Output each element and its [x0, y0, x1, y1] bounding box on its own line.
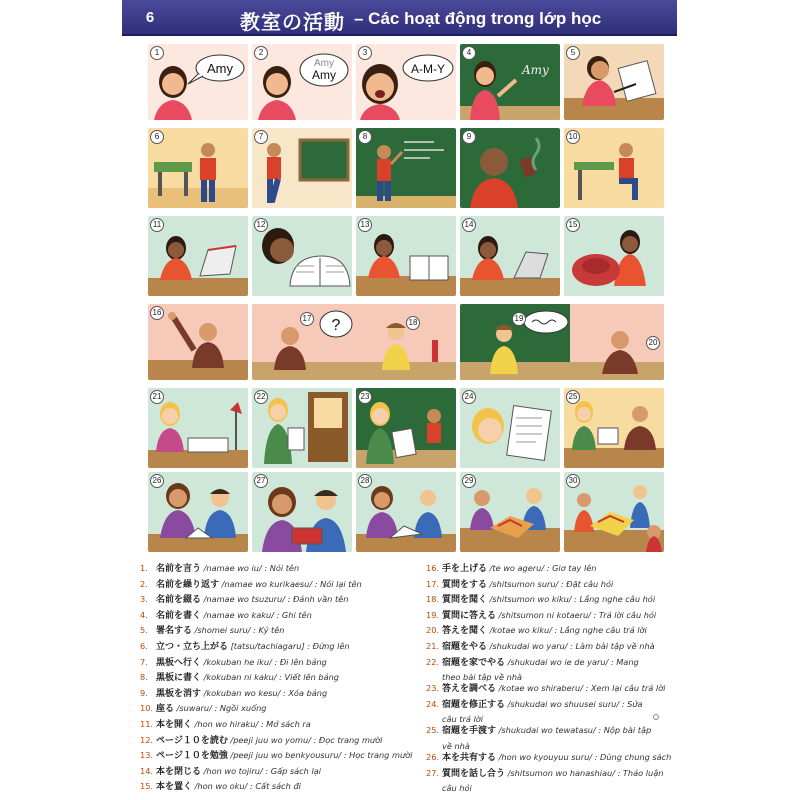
vocab-number: 23. — [426, 683, 440, 694]
panel-number: 9 — [462, 130, 476, 144]
bubble-text: A-M-Y — [411, 62, 445, 76]
vocab-translation: /hon wo tojiru/ : Gấp sách lại — [201, 765, 322, 776]
vocab-number: 22. — [426, 656, 440, 667]
vocab-item — [140, 766, 410, 778]
page-number: 6 — [145, 9, 155, 26]
vocab-number: 11. — [140, 719, 154, 729]
textbook-page — [122, 0, 677, 800]
vocab-translation: /namae wo kaku/ : Ghi tên — [201, 609, 312, 620]
vocab-number: 19. — [426, 609, 440, 620]
vocab-japanese: 質問をする — [442, 579, 488, 590]
panel-15-put-away-book — [564, 216, 664, 296]
vocab-japanese: 答えを聞く — [442, 626, 488, 637]
vocab-item — [426, 725, 677, 737]
vocab-translation-continued: về nhà — [442, 741, 470, 751]
panel-13-study-page — [356, 216, 456, 296]
vocab-item — [140, 688, 410, 700]
vocab-translation: /kokuban wo kesu/ : Xóa bảng — [201, 687, 328, 698]
vocab-number: 2. — [140, 578, 148, 589]
vocab-japanese: 名前を書く — [156, 610, 202, 621]
vocab-japanese: 質問に答える — [442, 610, 497, 621]
vocab-item — [426, 752, 677, 764]
svg-text:Amy: Amy — [312, 68, 336, 82]
panel-17-18-ask-listen — [252, 304, 456, 380]
vocab-japanese: 黒板を消す — [156, 688, 202, 699]
vocab-item — [140, 735, 410, 747]
panel-26-share-book — [148, 472, 248, 552]
vocab-translation: /kokuban ni kaku/ : Viết lên bảng — [201, 672, 339, 683]
vocab-translation: /shitsumon suru/ : Đặt câu hỏi — [487, 578, 614, 589]
vocab-number: 8. — [140, 672, 148, 683]
vocab-item — [426, 594, 677, 606]
vocab-item — [140, 781, 410, 793]
vocab-item — [140, 594, 410, 606]
vocab-translation-continued: theo bài tập về nhà — [442, 672, 523, 683]
panel-number: 17 — [300, 312, 314, 326]
panel-number: 12 — [254, 218, 268, 232]
vocab-item — [140, 579, 410, 591]
vocab-number: 9. — [140, 687, 148, 698]
panel-14-close-book — [460, 216, 560, 296]
vocab-number: 1. — [140, 563, 148, 573]
panel-number: 1 — [150, 46, 164, 60]
vocab-item — [140, 563, 410, 575]
panel-number: 5 — [566, 46, 580, 60]
vocab-item — [426, 683, 677, 695]
panel-number: 25 — [566, 390, 580, 404]
bubble-text: ? — [331, 317, 341, 334]
vocab-number: 5. — [140, 625, 148, 636]
vocab-translation: /shukudai wo yaru/ : Làm bài tập về nhà — [487, 641, 655, 651]
title-vietnamese: – Các hoạt động trong lớp học — [354, 9, 602, 28]
vocab-item — [140, 703, 410, 715]
vocab-translation-continued: câu trả lời — [442, 714, 484, 725]
vocab-item — [140, 719, 410, 731]
vocab-item — [426, 610, 677, 622]
vocab-number: 13. — [140, 750, 154, 761]
vocab-japanese: 本を開く — [156, 720, 193, 730]
vocab-number: 24. — [426, 698, 440, 709]
illustration-question-scene — [252, 304, 456, 380]
vocab-translation: /shitsumon ni kotaeru/ : Trả lời câu hỏi — [496, 609, 657, 620]
panel-21-do-homework — [148, 388, 248, 468]
panel-28-share-worksheet — [356, 472, 456, 552]
vocab-number: 20. — [426, 625, 440, 636]
vocab-number: 4. — [140, 609, 148, 620]
panel-16-raise-hand — [148, 304, 248, 380]
panel-9-erase-board — [460, 128, 560, 208]
vocab-item — [140, 610, 410, 622]
panel-7-go-to-board — [252, 128, 352, 208]
vocab-japanese: 宿題を修正する — [442, 699, 506, 710]
vocab-number: 26. — [426, 752, 440, 762]
panel-29-group-discussion — [460, 472, 560, 552]
board-text: Amy — [522, 63, 549, 77]
vocab-japanese: 黒板へ行く — [156, 657, 202, 668]
panel-4-write-name-board — [460, 44, 560, 120]
vocabulary-list — [140, 560, 670, 800]
vocab-japanese: 答えを調べる — [442, 684, 497, 695]
panel-12-read-page — [252, 216, 352, 296]
vocab-number: 14. — [140, 765, 154, 776]
vocab-number: 21. — [426, 641, 440, 651]
vocab-item — [426, 657, 677, 669]
panel-11-open-book — [148, 216, 248, 296]
panel-number: 3 — [358, 46, 372, 60]
page-header — [122, 0, 677, 36]
vocab-translation: /kotae wo shiraberu/ : Xem lại câu trả lời — [496, 683, 666, 694]
vocab-japanese: ページ１０を読む — [156, 735, 228, 746]
vocab-translation: [tatsu/tachiagaru] : Đứng lên — [228, 641, 350, 651]
panel-number: 21 — [150, 390, 164, 404]
vocab-item — [426, 699, 677, 711]
panel-25-hand-in-homework — [564, 388, 664, 468]
vocab-translation: /shukudai wo ie de yaru/ : Mang — [505, 656, 639, 667]
vocab-number: 10. — [140, 703, 154, 714]
panel-number: 13 — [358, 218, 372, 232]
vocab-translation: /shomei suru/ : Ký tên — [192, 625, 285, 636]
vocab-translation: /peeji juu wo yomu/ : Đọc trang mười — [227, 734, 383, 745]
bubble-text: Amy — [207, 61, 233, 76]
vocab-number: 7. — [140, 656, 148, 667]
panel-2-repeat-name — [252, 44, 352, 120]
vocab-translation: /shukudai wo tewatasu/ : Nộp bài tập — [496, 725, 652, 736]
panel-30-class-group — [564, 472, 664, 552]
vocab-translation: /kotae wo kiku/ : Lắng nghe câu trả lời — [487, 625, 647, 636]
svg-text:Amy: Amy — [314, 58, 334, 69]
vocab-item — [140, 657, 410, 669]
vocab-translation: /shukudai wo shuusei suru/ : Sửa — [505, 698, 643, 709]
panel-number: 2 — [254, 46, 268, 60]
panel-number: 14 — [462, 218, 476, 232]
panel-22-bring-homework — [252, 388, 352, 468]
panel-number: 27 — [254, 474, 268, 488]
vocab-translation: /peeji juu wo benkyousuru/ : Học trang mười — [227, 750, 413, 761]
panel-1-say-name — [148, 44, 248, 120]
vocab-number: 18. — [426, 594, 440, 605]
vocab-translation: /hon wo oku/ : Cất sách đi — [192, 781, 301, 792]
panel-number: 18 — [406, 316, 420, 330]
vocab-translation: /namae wo iu/ : Nói tên — [201, 563, 300, 573]
panel-number: 16 — [150, 306, 164, 320]
vocab-translation: /kokuban he iku/ : Đi lên bảng — [201, 656, 327, 667]
vocab-japanese: 本を共有する — [442, 753, 497, 763]
vocab-item — [140, 672, 410, 684]
vocab-translation-continued: câu hỏi — [442, 783, 472, 794]
circle-icon — [653, 714, 659, 720]
vocab-item — [426, 625, 677, 637]
vocab-number: 16. — [426, 563, 440, 573]
title-japanese: 教室の活動 — [240, 10, 345, 34]
panel-number: 26 — [150, 474, 164, 488]
vocab-number: 6. — [140, 641, 148, 651]
vocab-number: 12. — [140, 734, 154, 745]
panel-23-check-answers — [356, 388, 456, 468]
vocab-item — [140, 750, 413, 762]
vocab-translation: /shitsumon wo hanashiau/ : Thảo luận — [505, 767, 664, 778]
vocab-translation: /suwaru/ : Ngồi xuống — [174, 703, 267, 714]
panel-number: 29 — [462, 474, 476, 488]
vocab-japanese: 本を置く — [156, 782, 193, 793]
vocab-item — [426, 768, 677, 780]
vocab-japanese: 名前を綴る — [156, 595, 202, 606]
vocab-japanese: 宿題を手渡す — [442, 726, 497, 737]
panel-3-spell-name — [356, 44, 456, 120]
vocab-number: 25. — [426, 725, 440, 736]
vocab-japanese: 黒板に書く — [156, 673, 202, 684]
vocab-item — [140, 641, 410, 653]
vocab-translation: /hon wo kyouyuu suru/ : Dùng chung sách — [496, 752, 672, 762]
panel-number: 8 — [358, 130, 372, 144]
vocab-item — [426, 563, 677, 575]
panel-number: 24 — [462, 390, 476, 404]
vocab-item — [140, 625, 410, 637]
panel-number: 6 — [150, 130, 164, 144]
panel-24-correct-answers — [460, 388, 560, 468]
vocab-japanese: 手を上げる — [442, 564, 488, 574]
vocab-item — [426, 579, 677, 591]
panel-number: 19 — [512, 312, 526, 326]
vocab-translation: /te wo ageru/ : Giơ tay lên — [487, 563, 597, 573]
vocab-japanese: 名前を言う — [156, 564, 202, 574]
panel-10-sit-down — [564, 128, 664, 208]
panel-6-stand-up — [148, 128, 248, 208]
vocab-item — [426, 641, 677, 653]
vocab-number: 27. — [426, 767, 440, 778]
vocab-japanese: 宿題を家でやる — [442, 657, 506, 668]
panel-19-20-answer — [460, 304, 664, 380]
vocab-translation: /shitsumon wo kiku/ : Lắng nghe câu hỏi — [487, 594, 656, 605]
panel-number: 20 — [646, 336, 660, 350]
vocab-translation: /hon wo hiraku/ : Mở sách ra — [192, 719, 311, 729]
panel-number: 30 — [566, 474, 580, 488]
panel-5-sign-name — [564, 44, 664, 120]
panel-number: 28 — [358, 474, 372, 488]
vocab-japanese: 立つ・立ち上がる — [156, 642, 229, 652]
vocab-japanese: 質問を聞く — [442, 595, 488, 606]
vocab-japanese: 宿題をやる — [442, 642, 488, 652]
vocab-japanese: 名前を繰り返す — [156, 579, 220, 590]
vocab-number: 3. — [140, 594, 148, 605]
vocab-number: 17. — [426, 578, 440, 589]
vocab-number: 15. — [140, 781, 154, 792]
panel-number: 15 — [566, 218, 580, 232]
vocab-japanese: 本を閉じる — [156, 766, 202, 777]
panel-number: 10 — [566, 130, 580, 144]
vocab-japanese: ページ１０を勉強 — [156, 751, 228, 762]
panel-8-write-on-board — [356, 128, 456, 208]
panel-number: 11 — [150, 218, 164, 232]
panel-27-discuss-question — [252, 472, 352, 552]
vocab-japanese: 座る — [156, 704, 175, 715]
panel-number: 7 — [254, 130, 268, 144]
panel-number: 4 — [462, 46, 476, 60]
panel-number: 23 — [358, 390, 372, 404]
vocab-japanese: 署名する — [156, 626, 193, 637]
panel-number: 22 — [254, 390, 268, 404]
illustration-answer-scene — [460, 304, 664, 380]
vocab-translation: /namae wo tsuzuru/ : Đánh vần tên — [201, 594, 349, 605]
vocab-translation: /namae wo kurikaesu/ : Nói lại tên — [219, 578, 362, 589]
vocab-japanese: 質問を話し合う — [442, 768, 506, 779]
